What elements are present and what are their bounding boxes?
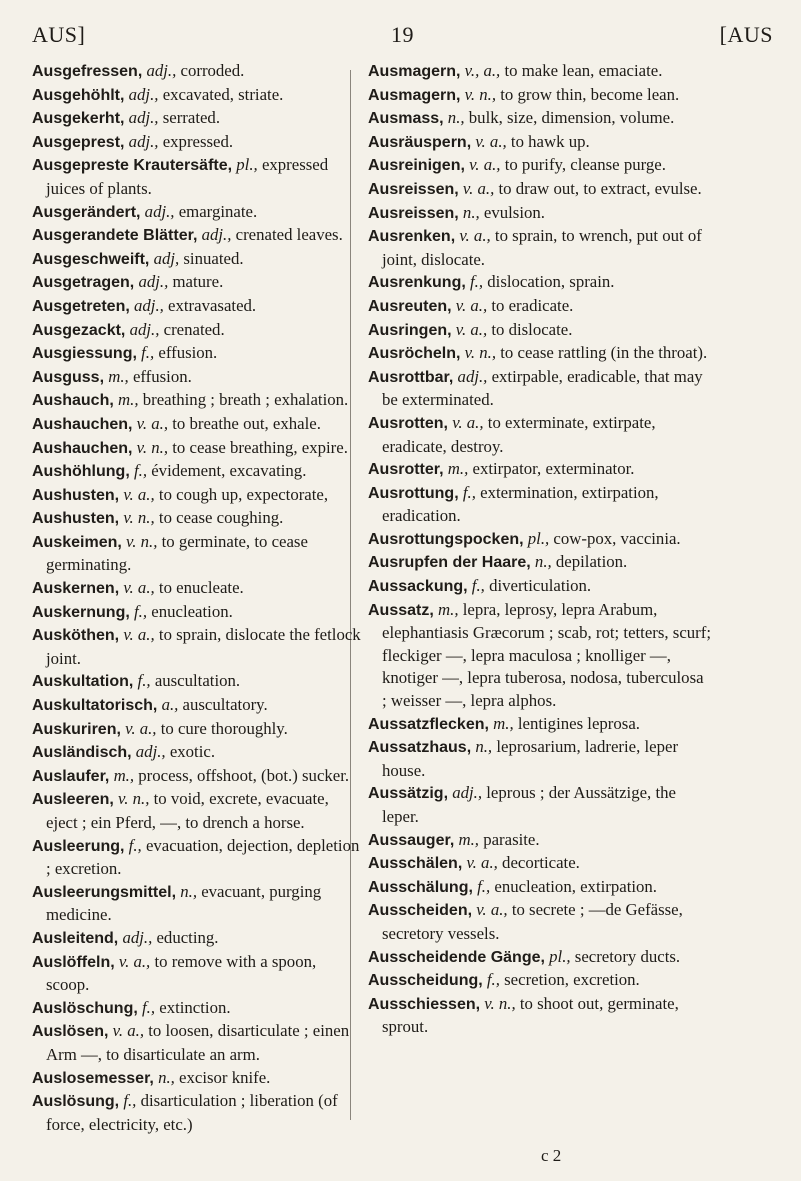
dictionary-entry	[368, 202, 711, 226]
headword: Ausleitend,	[32, 929, 119, 947]
dictionary-entry	[368, 528, 711, 552]
definition: evulsion.	[483, 202, 545, 222]
definition: bulk, size, dimension, volume.	[468, 108, 675, 128]
grammar-label: adj.,	[135, 742, 166, 762]
definition: enucleation.	[151, 601, 233, 621]
grammar-label: adj.,	[128, 131, 159, 151]
left-column	[32, 60, 362, 1136]
grammar-label: v. n.,	[118, 789, 150, 809]
headword: Aushauchen,	[32, 415, 133, 433]
headword: Ausleerung,	[32, 837, 125, 855]
dictionary-entry	[368, 782, 711, 828]
headword: Auslöschung,	[32, 999, 138, 1017]
grammar-label: v. n.,	[484, 993, 516, 1013]
dictionary-entry	[32, 271, 362, 295]
headword: Ausrottungspocken,	[368, 530, 524, 548]
definition: to remove with a spoon, scoop.	[46, 951, 317, 995]
grammar-label: m.,	[438, 599, 459, 619]
dictionary-entry	[368, 551, 711, 575]
headword: Ausgeschweift,	[32, 250, 150, 268]
definition: sinuated.	[183, 248, 244, 268]
grammar-label: n.,	[180, 881, 198, 901]
definition: to cough up, expectorate,	[158, 484, 329, 504]
definition: to hawk up.	[510, 131, 590, 151]
dictionary-entry	[32, 835, 362, 881]
dictionary-entry	[32, 131, 362, 155]
definition: to dislocate.	[491, 319, 573, 339]
headword: Ausländisch,	[32, 744, 132, 762]
grammar-label: v. a.,	[125, 718, 157, 738]
definition: extirpable, eradicable, that may be exterminated.	[382, 366, 703, 410]
dictionary-entry	[32, 507, 362, 531]
grammar-label: f.,	[471, 576, 485, 596]
definition: lentigines leprosa.	[517, 713, 640, 733]
grammar-label: f.,	[128, 835, 142, 855]
headword: Ausgefressen,	[32, 63, 143, 80]
dictionary-entry	[368, 154, 711, 178]
definition: to shoot out, germinate, sprout.	[382, 993, 679, 1037]
grammar-label: n.,	[158, 1067, 175, 1087]
definition: process, offshoot, (bot.) sucker.	[138, 765, 350, 785]
header-left-guide: AUS]	[32, 22, 86, 47]
dictionary-entry	[32, 295, 362, 319]
headword: Ausreissen,	[368, 204, 459, 222]
headword: Ausguss,	[32, 368, 105, 386]
definition: leprosarium, ladrerie, leper house.	[382, 737, 679, 780]
headword: Aussatz,	[368, 601, 434, 619]
definition: parasite.	[483, 829, 540, 849]
headword: Ausrenkung,	[368, 274, 466, 292]
headword: Aussackung,	[368, 578, 468, 596]
definition: crenated.	[163, 319, 225, 339]
dictionary-entry	[368, 295, 711, 319]
grammar-label: v. a.,	[475, 131, 507, 151]
dictionary-entry	[32, 201, 362, 225]
headword: Ausrotter,	[368, 461, 444, 479]
definition: to loosen, disarticulate ; einen Arm —, to disarticulate an arm.	[46, 1021, 350, 1064]
grammar-label: n.,	[475, 737, 493, 757]
dictionary-entry	[32, 107, 362, 131]
dictionary-entry	[368, 876, 711, 900]
grammar-label: adj.,	[134, 295, 164, 315]
grammar-label: v. a.,	[452, 412, 484, 432]
definition: to draw out, to extract, evulse.	[498, 178, 702, 198]
headword: Auslaufer,	[32, 767, 110, 785]
dictionary-entry	[368, 482, 711, 528]
definition: to purify, cleanse purge.	[504, 155, 666, 175]
dictionary-entry	[368, 969, 711, 993]
definition: expressed juices of plants.	[46, 155, 329, 198]
dictionary-entry	[32, 224, 362, 248]
dictionary-entry	[32, 413, 362, 437]
definition: exotic.	[169, 742, 216, 762]
definition: extirpator, exterminator.	[472, 459, 635, 479]
grammar-label: v. a.,	[466, 853, 498, 873]
headword: Aushauch,	[32, 392, 114, 410]
definition: to enucleate.	[158, 578, 244, 598]
headword: Ausreuten,	[368, 297, 452, 315]
grammar-label: adj.,	[129, 319, 160, 339]
definition: to cease coughing.	[158, 508, 284, 528]
definition: to sprain, to wrench, put out of joint, dislocate.	[382, 226, 702, 269]
dictionary-entry	[32, 319, 362, 343]
headword: Ausrenken,	[368, 228, 456, 246]
dictionary-entry	[368, 342, 711, 366]
headword: Aushusten,	[32, 486, 120, 504]
grammar-label: m.,	[118, 390, 139, 410]
dictionary-entry	[368, 271, 711, 295]
grammar-label: adj.,	[457, 366, 488, 386]
dictionary-entry	[32, 1067, 362, 1091]
grammar-label: f.,	[141, 343, 155, 363]
grammar-label: v. a.,	[118, 951, 151, 971]
headword: Ausgehöhlt,	[32, 86, 125, 104]
definition: disarticulation ; liberation (of force, electricity, etc.)	[46, 1091, 338, 1134]
definition: auscultatory.	[182, 695, 268, 715]
definition: dislocation, sprain.	[487, 272, 615, 292]
definition: secretion, excretion.	[504, 970, 640, 990]
headword: Ausgetragen,	[32, 274, 135, 292]
dictionary-entry	[368, 107, 711, 131]
definition: lepra, leprosy, lepra Arabum, elephantiasis Græcorum ; scab, rot; tetters, scurf; fleckiger —, lepra maculosa ; knolliger —, knotiger —, lepra tuberosa, nodosa, tuberculosa ; weisser —, lepra alphos.	[382, 599, 712, 711]
grammar-label: adj.,	[452, 783, 483, 803]
grammar-label: f.,	[134, 601, 148, 621]
headword: Ausrottbar,	[368, 368, 454, 386]
dictionary-entry	[32, 437, 362, 461]
definition: to sprain, dislocate the fetlock joint.	[46, 625, 361, 668]
headword: Ausrotten,	[368, 414, 448, 432]
headword: Aushöhlung,	[32, 463, 130, 481]
grammar-label: adj.,	[128, 108, 159, 128]
headword: Ausköthen,	[32, 627, 120, 645]
dictionary-entry	[32, 154, 362, 200]
headword: Ausreinigen,	[368, 157, 465, 175]
grammar-label: f.,	[470, 272, 484, 292]
grammar-label: v., a.,	[464, 61, 501, 80]
dictionary-entry	[32, 248, 362, 272]
definition: excavated, striate.	[162, 84, 284, 104]
definition: breathing ; breath ; exhalation.	[142, 390, 349, 410]
headword: Aussauger,	[368, 831, 455, 849]
dictionary-entry	[32, 460, 362, 484]
running-header	[32, 22, 773, 50]
definition: corroded.	[180, 61, 245, 80]
grammar-label: v. a.,	[476, 900, 508, 920]
grammar-label: adj.,	[128, 84, 159, 104]
dictionary-entry	[368, 131, 711, 155]
definition: to secrete ; —de Gefässe, secretory vessels.	[382, 900, 683, 943]
grammar-label: adj.,	[144, 201, 175, 221]
definition: extermination, extirpation, eradication.	[382, 482, 659, 526]
headword: Ausgerändert,	[32, 203, 141, 221]
dictionary-entry	[368, 899, 711, 945]
grammar-label: m.,	[458, 829, 479, 849]
headword: Auslösung,	[32, 1093, 120, 1111]
dictionary-entry	[368, 599, 711, 713]
headword: Ausgerandete Blätter,	[32, 227, 198, 245]
headword: Ausmass,	[368, 110, 444, 128]
dictionary-entry	[32, 1090, 362, 1136]
grammar-label: pl.,	[236, 155, 258, 175]
definition: to germinate, to cease germinating.	[46, 531, 308, 575]
definition: to cease breathing, expire.	[172, 437, 348, 457]
grammar-label: adj.,	[138, 272, 169, 292]
grammar-label: v. a.,	[123, 625, 155, 645]
grammar-label: v. a.,	[462, 178, 495, 198]
grammar-label: v. a.,	[123, 578, 155, 598]
definition: effusion.	[158, 343, 218, 363]
grammar-label: v. n.,	[464, 84, 497, 104]
headword: Ausrottung,	[368, 484, 459, 502]
headword: Auskeimen,	[32, 533, 122, 551]
dictionary-entry	[32, 881, 362, 927]
definition: auscultation.	[154, 671, 241, 691]
dictionary-entry	[368, 458, 711, 482]
grammar-label: pl.,	[527, 528, 550, 548]
grammar-label: v. a.,	[112, 1021, 145, 1041]
definition: decorticate.	[502, 853, 580, 873]
grammar-label: f.,	[123, 1091, 137, 1111]
definition: to grow thin, become lean.	[500, 84, 680, 104]
grammar-label: v. a.,	[459, 226, 491, 246]
definition: to eradicate.	[491, 295, 574, 315]
definition: evacuation, dejection, depletion ; excretion.	[46, 835, 360, 879]
dictionary-entry	[32, 577, 362, 601]
grammar-label: m.,	[447, 459, 469, 479]
headword: Ausleerungsmittel,	[32, 883, 177, 901]
dictionary-entry	[368, 84, 711, 108]
headword: Auskuriren,	[32, 720, 121, 738]
dictionary-entry	[32, 788, 362, 834]
headword: Auslösen,	[32, 1023, 109, 1041]
dictionary-entry	[368, 319, 711, 343]
definition: to cease rattling (in the throat).	[500, 343, 708, 363]
page-number: 19	[391, 22, 414, 47]
grammar-label: v. n.,	[126, 531, 158, 551]
grammar-label: f.,	[486, 970, 500, 990]
headword: Ausgezackt,	[32, 321, 126, 339]
dictionary-entry	[32, 694, 362, 718]
headword: Auskultatorisch,	[32, 697, 158, 715]
headword: Aussätzig,	[368, 785, 449, 803]
dictionary-entry	[368, 713, 711, 737]
definition: mature.	[172, 272, 224, 292]
grammar-label: a.,	[161, 695, 179, 715]
grammar-label: n.,	[534, 552, 552, 572]
dictionary-entry	[368, 993, 711, 1039]
right-column	[368, 60, 711, 1039]
headword: Ausräuspern,	[368, 133, 472, 151]
grammar-label: n.,	[447, 108, 465, 128]
definition: to make lean, emaciate.	[504, 61, 663, 80]
headword: Ausscheidende Gänge,	[368, 948, 545, 966]
dictionary-entry	[32, 342, 362, 366]
dictionary-entry	[368, 366, 711, 412]
definition: expressed.	[162, 131, 234, 151]
grammar-label: m.,	[108, 366, 129, 386]
headword: Ausleeren,	[32, 791, 114, 809]
grammar-label: pl.,	[549, 946, 571, 966]
grammar-label: v. a.,	[123, 484, 155, 504]
dictionary-entry	[368, 829, 711, 853]
grammar-label: adj.,	[201, 225, 232, 245]
headword: Auskernen,	[32, 580, 120, 598]
dictionary-entry	[32, 84, 362, 108]
grammar-label: f.,	[462, 482, 476, 502]
dictionary-entry	[368, 225, 711, 271]
dictionary-entry	[368, 178, 711, 202]
grammar-label: adj,	[153, 248, 180, 268]
headword: Ausmagern,	[368, 86, 461, 104]
definition: to exterminate, extirpate, eradicate, destroy.	[382, 412, 656, 456]
definition: secretory ducts.	[574, 946, 681, 966]
grammar-label: v. n.,	[136, 437, 169, 457]
headword: Ausschälen,	[368, 855, 463, 873]
grammar-label: f.,	[133, 461, 148, 481]
dictionary-entry	[32, 1020, 362, 1066]
headword: Ausschiessen,	[368, 995, 481, 1013]
grammar-label: v. a.,	[455, 295, 488, 315]
definition: educting.	[156, 927, 219, 947]
grammar-label: f.,	[477, 876, 491, 896]
dictionary-entry	[32, 718, 362, 742]
headword: Ausscheidung,	[368, 972, 483, 990]
dictionary-entry	[32, 670, 362, 694]
dictionary-entry	[368, 60, 711, 84]
dictionary-entry	[32, 60, 362, 84]
grammar-label: v. n.,	[464, 343, 497, 363]
grammar-label: f.,	[137, 671, 151, 691]
headword: Aushauchen,	[32, 439, 133, 457]
dictionary-entry	[32, 484, 362, 508]
definition: leprous ; der Aussätzige, the leper.	[382, 783, 676, 826]
dictionary-entry	[368, 575, 711, 599]
grammar-label: adj.,	[122, 927, 153, 947]
grammar-label: m.,	[113, 765, 135, 785]
headword: Ausscheiden,	[368, 902, 473, 920]
headword: Ausgepreste Krautersäfte,	[32, 157, 233, 175]
definition: enucleation, extirpation.	[494, 876, 658, 896]
definition: to breathe out, exhale.	[172, 413, 321, 433]
definition: to void, excrete, evacuate, eject ; ein Pferd, —, to drench a horse.	[46, 789, 329, 832]
dictionary-entry	[368, 736, 711, 782]
dictionary-entry	[32, 741, 362, 765]
dictionary-entry	[32, 531, 362, 577]
headword: Auskultation,	[32, 673, 134, 691]
grammar-label: v. a.,	[136, 413, 169, 433]
definition: evacuant, purging medicine.	[46, 881, 322, 925]
headword: Auslosemesser,	[32, 1069, 154, 1087]
definition: serrated.	[162, 108, 221, 128]
definition: emarginate.	[178, 201, 258, 221]
definition: effusion.	[132, 366, 192, 386]
dictionary-entry	[32, 951, 362, 997]
definition: diverticulation.	[489, 576, 592, 596]
definition: cow-pox, vaccinia.	[553, 528, 681, 548]
header-right-guide: [AUS	[719, 22, 773, 47]
grammar-label: f.,	[141, 997, 156, 1017]
grammar-label: adj.,	[146, 61, 177, 80]
definition: depilation.	[555, 552, 628, 572]
grammar-label: v. a.,	[455, 319, 488, 339]
grammar-label: m.,	[493, 713, 514, 733]
definition: to cure thoroughly.	[160, 718, 288, 738]
dictionary-entry	[368, 412, 711, 458]
grammar-label: v. a.,	[469, 155, 501, 175]
headword: Ausringen,	[368, 321, 452, 339]
definition: extravasated.	[168, 295, 257, 315]
headword: Aussatzflecken,	[368, 715, 489, 733]
headword: Ausschälung,	[368, 878, 473, 896]
definition: crenated leaves.	[235, 225, 343, 245]
definition: extinction.	[159, 997, 231, 1017]
headword: Ausgetreten,	[32, 297, 130, 315]
dictionary-entry	[368, 946, 711, 970]
dictionary-entry	[32, 765, 362, 789]
signature-mark: c 2	[541, 1146, 562, 1165]
headword: Auskernung,	[32, 603, 130, 621]
headword: Aussatzhaus,	[368, 739, 472, 757]
headword: Ausgeprest,	[32, 133, 125, 151]
definition: évidement, excavating.	[151, 461, 307, 481]
headword: Auslöffeln,	[32, 953, 115, 971]
dictionary-entry	[32, 624, 362, 670]
dictionary-entry	[32, 927, 362, 951]
dictionary-entry	[32, 601, 362, 625]
definition: excisor knife.	[179, 1067, 271, 1087]
dictionary-entry	[32, 366, 362, 390]
headword: Ausgiessung,	[32, 345, 137, 363]
grammar-label: v. n.,	[123, 508, 155, 528]
headword: Ausreissen,	[368, 180, 459, 198]
grammar-label: n.,	[462, 202, 480, 222]
headword: Ausrupfen der Haare,	[368, 554, 531, 572]
headword: Ausmagern,	[368, 63, 461, 80]
headword: Aushusten,	[32, 510, 120, 528]
dictionary-entry	[368, 852, 711, 876]
headword: Ausröcheln,	[368, 345, 461, 363]
headword: Ausgekerht,	[32, 110, 125, 128]
dictionary-entry	[32, 389, 362, 413]
dictionary-entry	[32, 997, 362, 1021]
